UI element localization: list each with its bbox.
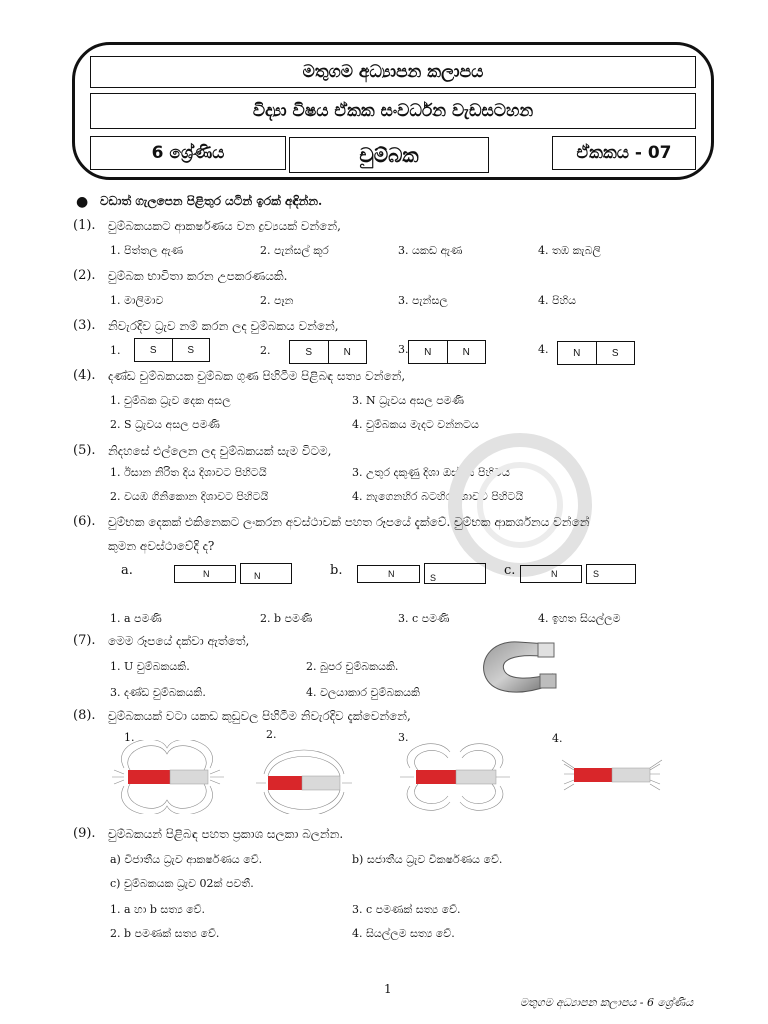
footer-text: මතුගම අධ්‍යාපන කලාපය - 6 ශ්‍රේණිය	[520, 996, 694, 1009]
question-number: (1).	[73, 218, 96, 233]
option: 4.	[552, 732, 563, 745]
topic-title: චුම්බක	[289, 137, 489, 173]
iron-filings-pattern-1	[108, 740, 226, 814]
option: 1. චුම්බක ධ්‍රැව දෙක අසල	[110, 394, 231, 407]
program-title: විද්‍යා විෂය ඒකක සංවර්ධන වැඩසටහන	[90, 93, 696, 129]
question-number: (9).	[73, 826, 96, 841]
option: 1. පිත්තල ඇණ	[110, 244, 184, 257]
magnet-option-3	[408, 340, 486, 364]
iron-filings-pattern-2	[254, 740, 354, 814]
pole-label: S	[305, 346, 313, 358]
pole-label: S	[596, 342, 635, 364]
option: 4. වලයාකාර චුම්බකයකි	[306, 686, 420, 699]
option: 1.	[124, 731, 135, 744]
question-text: චුම්බකයකට ආකර්ෂණය වන ද්‍රව්‍යයක් වන්නේ,	[108, 219, 341, 233]
option: 4. නැගෙනහිර බටහිර දිශාවට පිහිටයි	[352, 490, 524, 503]
question-text: නිදහසේ එල්ලෙන ලද චුම්බකයක් සැම විටම,	[108, 444, 332, 458]
statement: b) සජාතීය ධ්‍රැව විකර්ෂණය වේ.	[352, 853, 503, 866]
pole-label: S	[593, 569, 600, 579]
question-text: චුම්බකයන් පිළිබඳ පහත ප්‍රකාශ සලකා බලන්න.	[108, 827, 344, 841]
pole-label: S	[172, 339, 210, 361]
question-text-cont: කුමන අවස්ථාවේදි ද?	[108, 539, 215, 553]
option: 1. ඊසාන නිරිත දිය දිශාවට පිහිටයි	[110, 466, 267, 479]
pole-label: N	[551, 569, 558, 579]
unit-label: ඒකකය - 07	[552, 136, 696, 170]
option: 3. c පමණක් සත්‍ය වේ.	[352, 903, 461, 916]
option: 3. පැන්සල	[398, 294, 448, 307]
case-a-left-magnet	[174, 565, 236, 583]
question-text: චුම්භක දෙකක් එකිනෙකට ලංකරන අවස්ථාවක් පහත රූපයේ දැක්වේ. චුම්භක ආකර්ශනය වන්නේ	[108, 515, 590, 529]
option: 1. U චුම්බකයකි.	[110, 660, 190, 673]
case-c-right-magnet	[586, 564, 636, 584]
option: 2. b පමණි	[260, 612, 313, 625]
question-number: (3).	[73, 318, 96, 333]
option: 2. b පමණක් සත්‍ය වේ.	[110, 927, 220, 940]
grade-label: 6 ශ්‍රේණිය	[90, 136, 286, 170]
option: 4. තඹ කැබලි	[538, 244, 601, 257]
pole-label: N	[447, 341, 486, 363]
case-a-right-magnet	[240, 563, 292, 584]
page-number: 1	[384, 982, 392, 996]
pole-label: N	[573, 347, 581, 359]
option: 2. S ධ්‍රැවය අසල පමණි	[110, 418, 220, 431]
statement: a) විජාතීය ධ්‍රැව ආකර්ෂණය වේ.	[110, 853, 263, 866]
magnet-option-4	[557, 341, 635, 365]
instruction-text: වඩාත් ගැලපෙන පිළිතුර යටින් ඉරක් අඳින්න.	[100, 194, 323, 208]
option: 2. පෑන	[260, 294, 294, 307]
question-number: (4).	[73, 368, 96, 383]
iron-filings-pattern-4	[560, 740, 664, 814]
question-text: මෙම රූපයේ දක්වා ඇත්තේ,	[108, 634, 250, 648]
question-number: (8).	[73, 708, 96, 723]
option: 1. a හා b සත්‍ය වේ.	[110, 903, 206, 916]
option: 4.	[538, 343, 549, 356]
option: 3.	[398, 343, 409, 356]
case-label: c.	[504, 563, 516, 578]
option: 3. යකඩ ඇණ	[398, 244, 463, 257]
case-label: a.	[121, 563, 133, 578]
question-number: (6).	[73, 514, 96, 529]
zone-title: මතුගම අධ්‍යාපන කලාපය	[90, 56, 696, 88]
question-number: (2).	[73, 268, 96, 283]
option: 3. උතුර දකුණු දිශා ඔස්සේ පිහිටයි	[352, 466, 510, 479]
pole-label: N	[254, 571, 261, 581]
question-text: චුම්බකයක් වටා යකඩ කුඩුවල පිහිටීම නිවැරදිව දැක්වෙන්නේ,	[108, 709, 411, 723]
option: 2.	[266, 728, 277, 741]
option: 4. පිහිය	[538, 294, 577, 307]
option: 4. චුම්බකය මැදට වන්නටය	[352, 418, 479, 431]
iron-filings-pattern-3	[396, 740, 514, 814]
question-text: දණ්ඩ චුම්බකයක චුම්බක ගුණ පිහිටීම පිළිබඳ සත්‍ය වන්නේ,	[108, 369, 406, 383]
option: 1.	[110, 344, 121, 357]
pole-label: N	[328, 341, 367, 363]
option: 4. ඉහත සියල්ලම	[538, 612, 621, 625]
question-text: නිවැරදිව ධ්‍රැව නම් කරන ලද චුම්බකය වන්නේ,	[108, 319, 339, 333]
case-c-left-magnet	[520, 565, 582, 583]
question-number: (5).	[73, 443, 96, 458]
option: 3. c පමණි	[398, 612, 450, 625]
magnet-option-2	[289, 340, 367, 364]
statement: c) චුම්බකයක ධ්‍රැව 02ක් පවතී.	[110, 877, 254, 890]
option: 1. a පමණි	[110, 612, 162, 625]
case-b-right-magnet	[424, 563, 486, 584]
option: 3. N ධ්‍රැවය අසල පමණි	[352, 394, 464, 407]
option: 2. වයඹ ගිනිකොන දිශාවට පිහිටයි	[110, 490, 269, 503]
option: 3.	[398, 731, 409, 744]
option: 2. බුපර චුම්බකයකි.	[306, 660, 399, 673]
pole-label: S	[430, 573, 437, 583]
option: 2. පැන්සල් කූර	[260, 244, 329, 257]
pole-label: N	[424, 346, 432, 358]
pole-label: N	[388, 569, 395, 579]
option: 3. දණ්ඩ චුම්බකයකි.	[110, 686, 206, 699]
option: 2.	[260, 344, 271, 357]
magnet-option-1	[134, 338, 210, 362]
option: 1. මාලිමාව	[110, 294, 164, 307]
case-b-left-magnet	[357, 565, 420, 583]
pole-label: N	[203, 569, 210, 579]
horseshoe-magnet-icon	[470, 634, 570, 704]
pole-label: S	[149, 344, 157, 356]
bullet-icon: ●	[76, 194, 89, 210]
case-label: b.	[330, 563, 343, 578]
question-number: (7).	[73, 633, 96, 648]
question-text: චුම්බක භාවිතා කරන උපකරණයකි.	[108, 269, 288, 283]
option: 4. සියල්ලම සත්‍ය වේ.	[352, 927, 455, 940]
